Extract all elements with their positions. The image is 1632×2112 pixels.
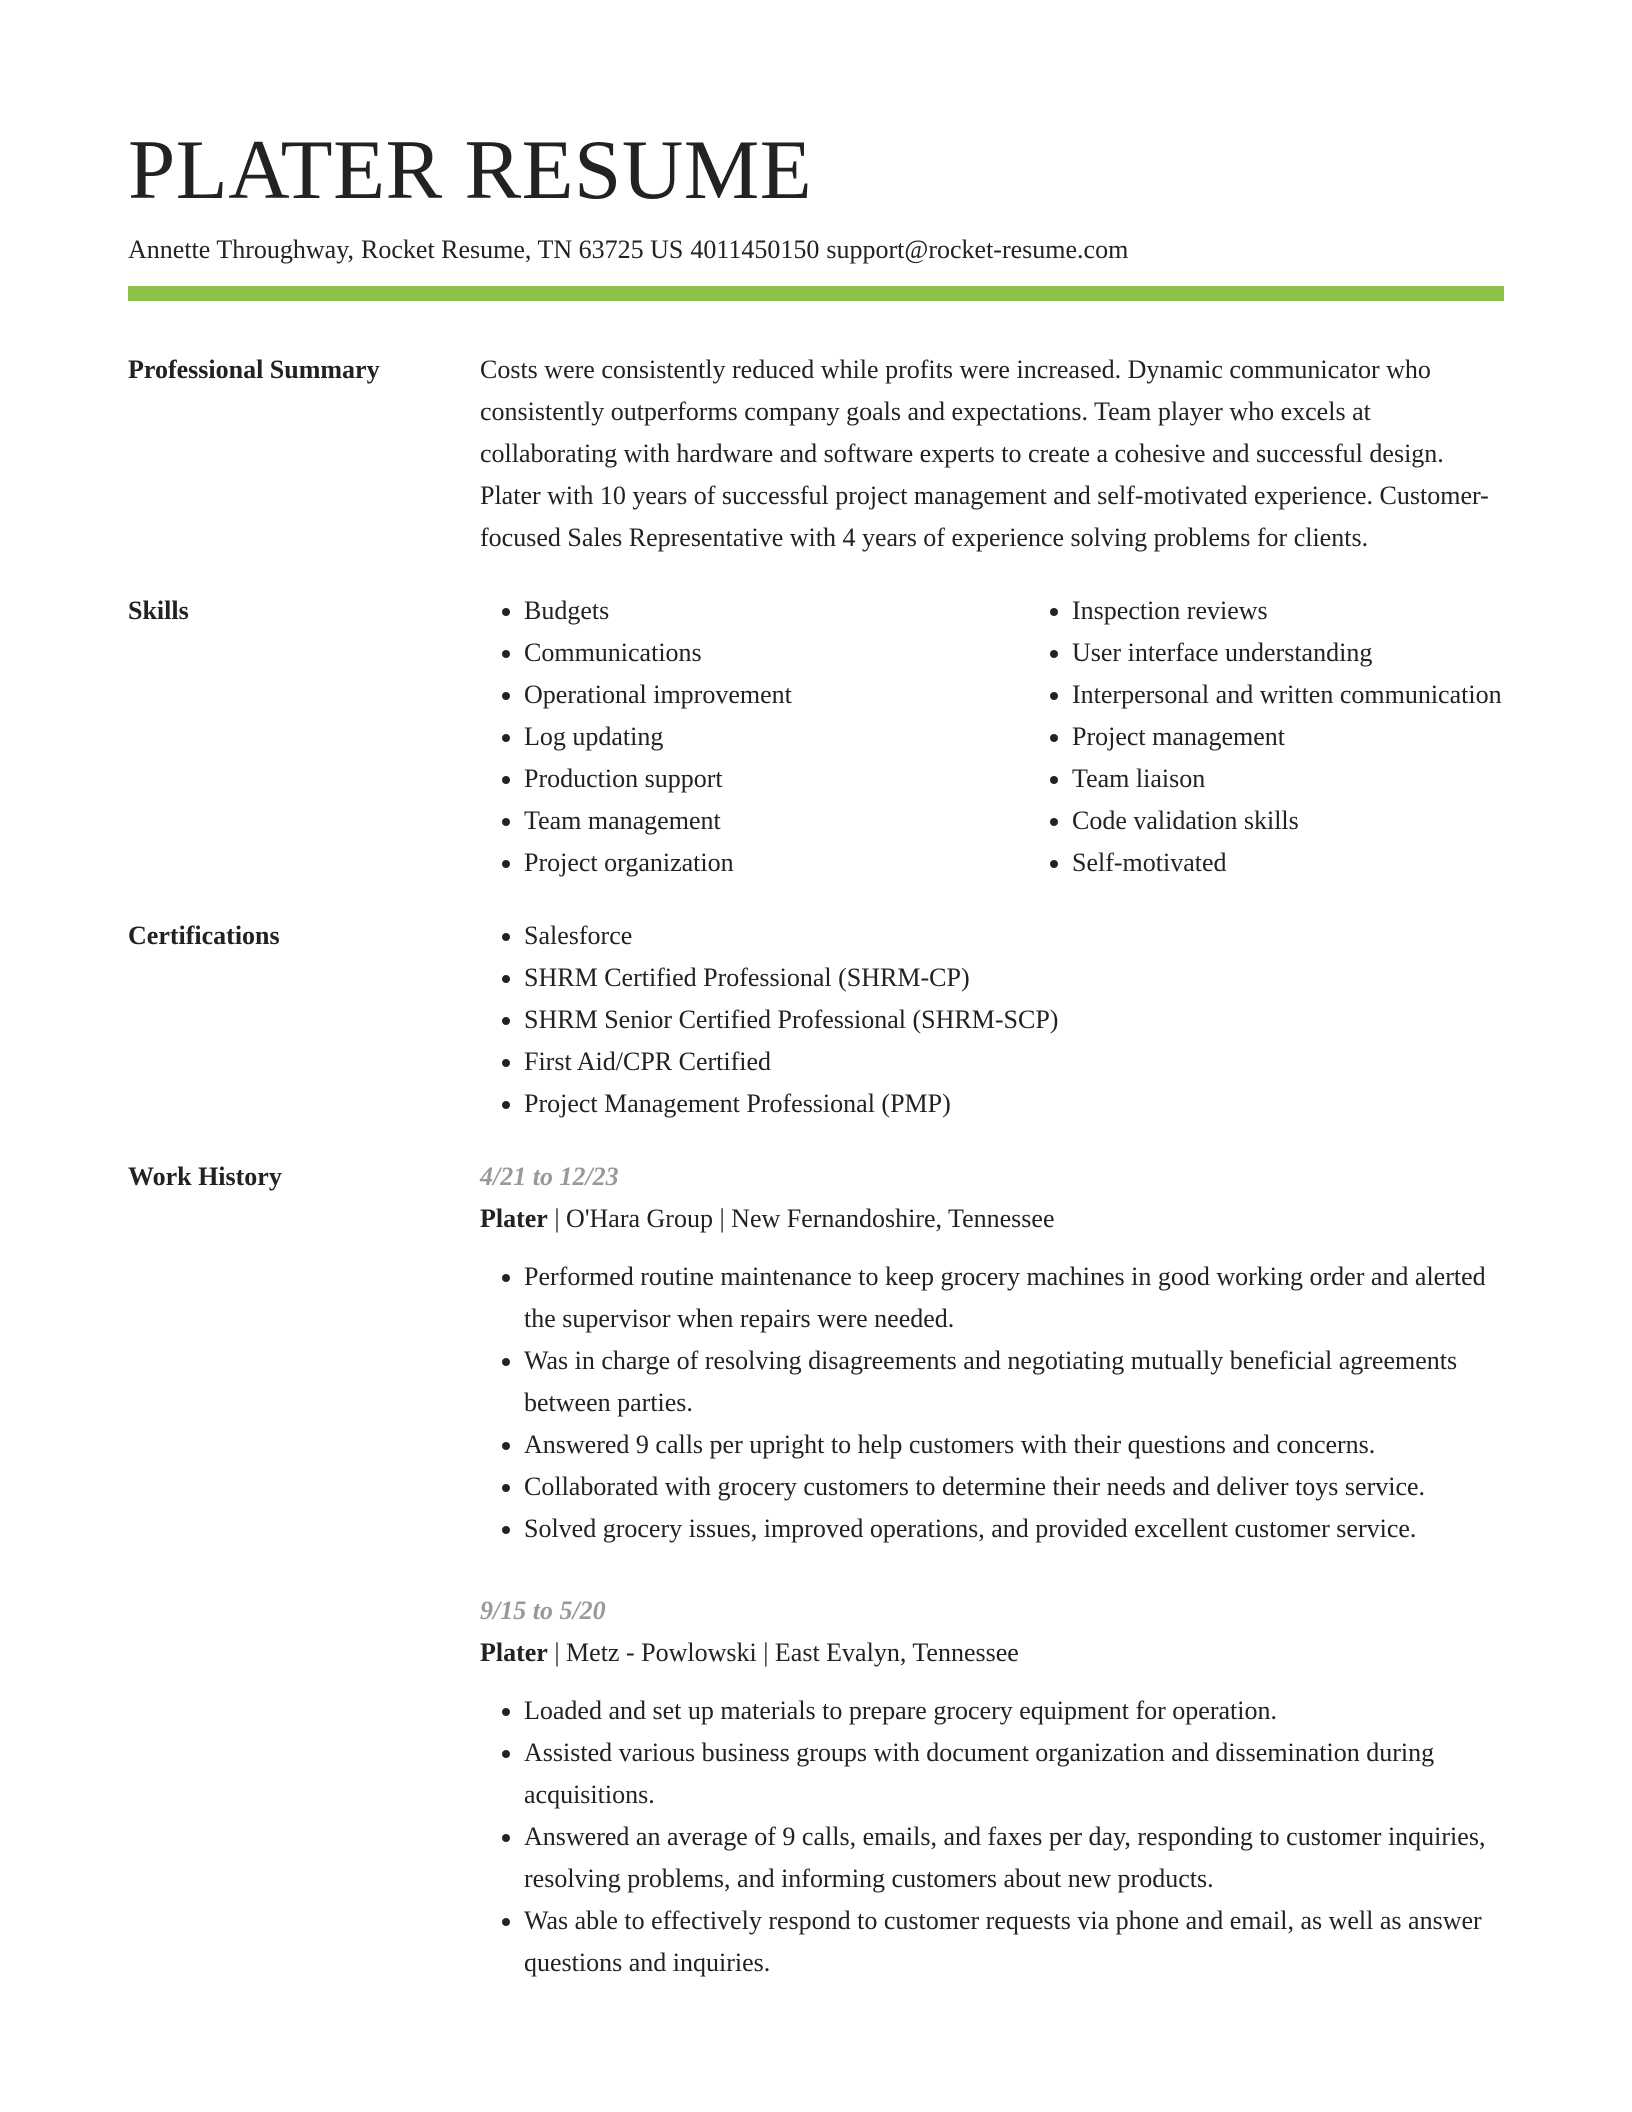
list-item: • Project Management Professional (PMP) <box>524 1083 1504 1125</box>
job-details: | Metz - Powlowski | East Evalyn, Tennessee <box>554 1638 1019 1667</box>
list-item: • Performed routine maintenance to keep grocery machines in good working order and alerted the supervisor when repairs were needed. <box>524 1256 1504 1340</box>
job-entry <box>480 1156 1504 1550</box>
contact-phone: 4011450150 <box>690 235 820 264</box>
list-item: • SHRM Certified Professional (SHRM-CP) <box>524 957 1504 999</box>
skills-list-left <box>480 590 1028 884</box>
resume-content <box>128 118 1504 1984</box>
list-item: • User interface understanding <box>1072 632 1592 674</box>
summary-section <box>128 349 1504 559</box>
section-label-certifications: Certifications <box>128 921 280 950</box>
list-item: • Team management <box>524 800 1028 842</box>
job-bullets <box>480 1690 1504 1984</box>
list-item: • Answered 9 calls per upright to help customers with their questions and concerns. <box>524 1424 1504 1466</box>
list-item: • Log updating <box>524 716 1028 758</box>
list-item: • Salesforce <box>524 915 1504 957</box>
job-bullets <box>480 1256 1504 1550</box>
accent-divider <box>128 286 1504 301</box>
list-item: • Interpersonal and written communication <box>1072 674 1592 716</box>
section-label-summary: Professional Summary <box>128 355 380 384</box>
list-item: • Operational improvement <box>524 674 1028 716</box>
job-dates: 9/15 to 5/20 <box>480 1596 606 1625</box>
job-title: Plater <box>480 1638 548 1667</box>
list-item: • Code validation skills <box>1072 800 1592 842</box>
job-dates: 4/21 to 12/23 <box>480 1162 619 1191</box>
skills-grid <box>480 590 1592 884</box>
contact-line <box>128 232 1504 268</box>
list-item: • SHRM Senior Certified Professional (SHRM-SCP) <box>524 999 1504 1041</box>
resume-title: PLATER RESUME <box>128 123 813 217</box>
skills-section <box>128 590 1504 884</box>
list-item: • Was in charge of resolving disagreements and negotiating mutually beneficial agreements between parties. <box>524 1340 1504 1424</box>
list-item: • Team liaison <box>1072 758 1592 800</box>
job-heading <box>480 1198 1504 1240</box>
list-item: • Collaborated with grocery customers to determine their needs and deliver toys service. <box>524 1466 1504 1508</box>
skills-list-right <box>1028 590 1592 884</box>
certifications-section <box>128 915 1504 1125</box>
list-item: • Self-motivated <box>1072 842 1592 884</box>
certifications-list <box>480 915 1504 1125</box>
list-item: • Inspection reviews <box>1072 590 1592 632</box>
list-item: • Was able to effectively respond to customer requests via phone and email, as well as answer questions and inquiries. <box>524 1900 1504 1984</box>
list-item: • Solved grocery issues, improved operations, and provided excellent customer service. <box>524 1508 1504 1550</box>
contact-name: Annette Throughway, <box>128 235 355 264</box>
list-item: • Project management <box>1072 716 1592 758</box>
section-label-work-history: Work History <box>128 1162 282 1191</box>
list-item: • Assisted various business groups with document organization and dissemination during acquisitions. <box>524 1732 1504 1816</box>
list-item: • First Aid/CPR Certified <box>524 1041 1504 1083</box>
work-history-body <box>480 1156 1504 1984</box>
list-item: • Project organization <box>524 842 1028 884</box>
job-entry <box>480 1590 1504 1984</box>
summary-text: Costs were consistently reduced while profits were increased. Dynamic communicator who consistently outperforms company goals and expectations. Team player who excels at collaborating with hardware and software experts to create a cohesive and successful design. Plater with 10 years of successful project management and self-motivated experience. Customer-focused Sales Representative with 4 years of experience solving problems for clients. <box>480 355 1489 552</box>
list-item: • Communications <box>524 632 1028 674</box>
section-label-skills: Skills <box>128 596 189 625</box>
list-item: • Production support <box>524 758 1028 800</box>
list-item: • Answered an average of 9 calls, emails, and faxes per day, responding to customer inquiries, resolving problems, and informing customers about new products. <box>524 1816 1504 1900</box>
work-history-section <box>128 1156 1504 1984</box>
list-item: • Loaded and set up materials to prepare grocery equipment for operation. <box>524 1690 1504 1732</box>
list-item: • Budgets <box>524 590 1028 632</box>
certifications-body <box>480 915 1504 1125</box>
job-details: | O'Hara Group | New Fernandoshire, Tennessee <box>554 1204 1055 1233</box>
contact-email: support@rocket-resume.com <box>826 235 1129 264</box>
job-heading <box>480 1632 1504 1674</box>
job-title: Plater <box>480 1204 548 1233</box>
contact-address: Rocket Resume, TN 63725 US <box>361 235 684 264</box>
